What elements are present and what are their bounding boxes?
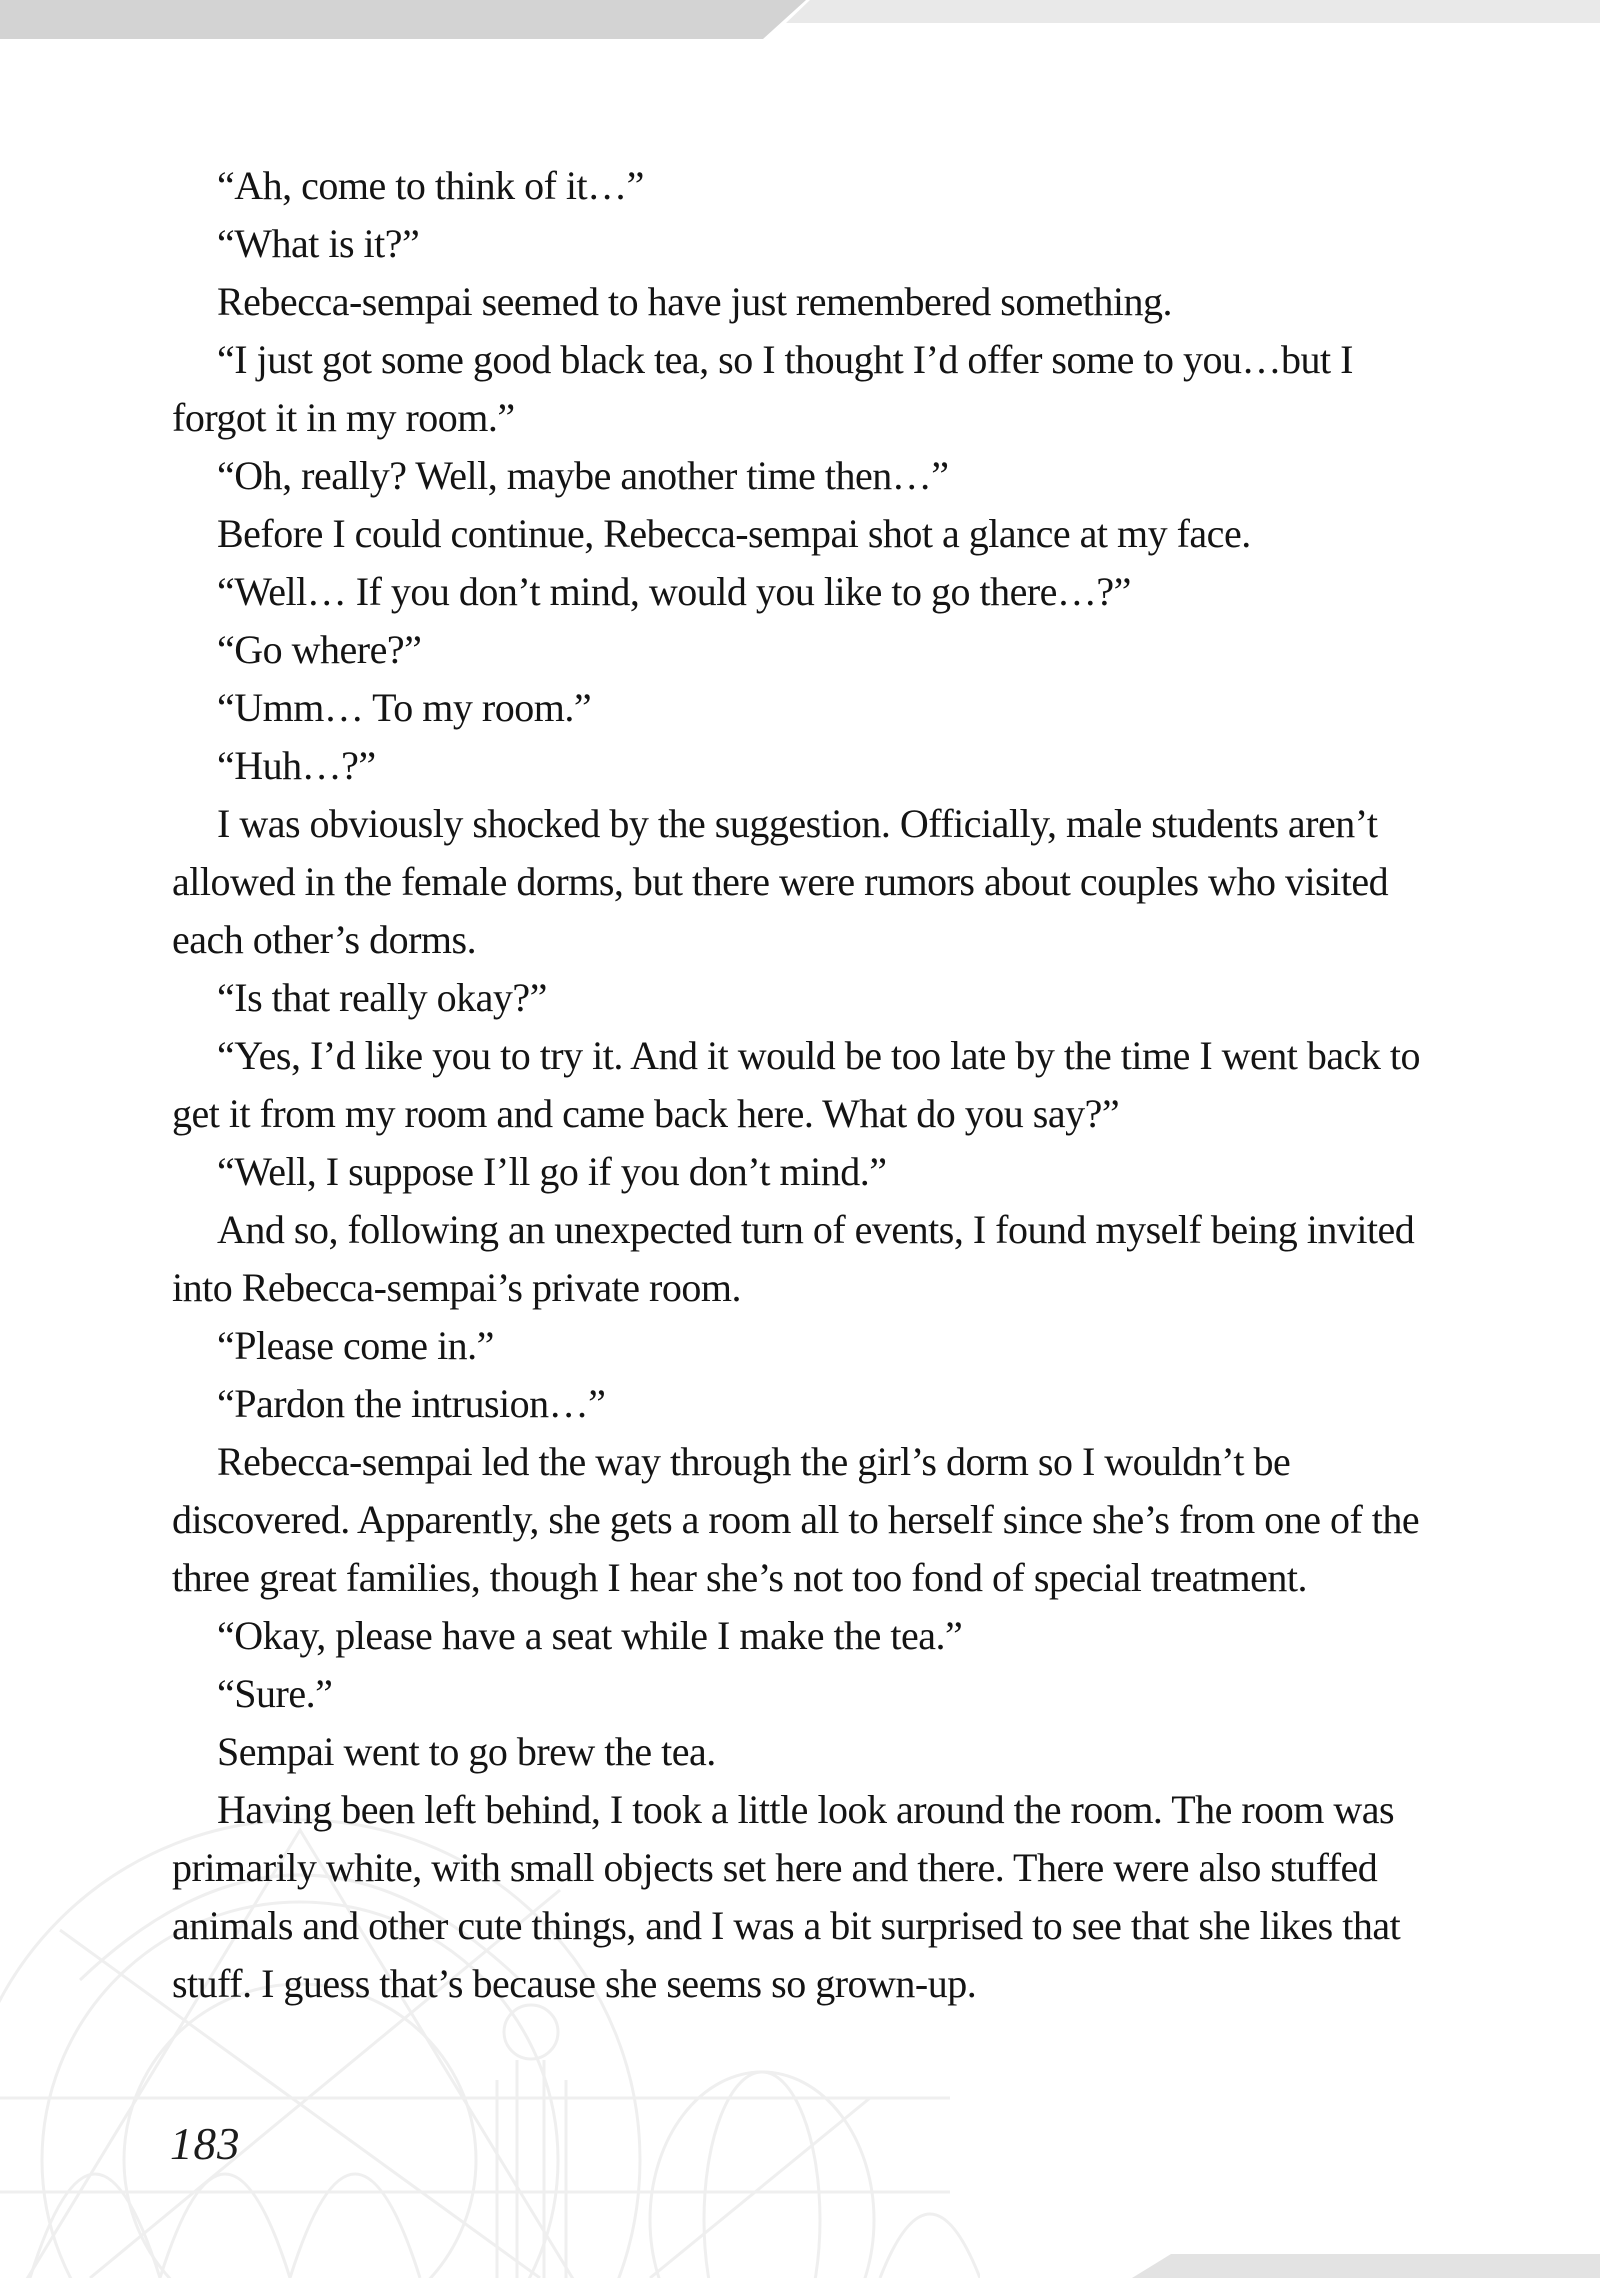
- paragraph: Before I could continue, Rebecca-sempai shot a glance at my face.: [217, 511, 1251, 556]
- top-left-gray-band: [0, 0, 806, 39]
- top-right-gray-band: [786, 0, 1600, 23]
- paragraph: “Go where?”: [217, 627, 422, 672]
- page-number: 183: [170, 2119, 241, 2169]
- body-text: [172, 157, 1440, 2013]
- paragraph: “Well, I suppose I’ll go if you don’t mind.”: [217, 1149, 887, 1194]
- paragraph: “Oh, really? Well, maybe another time then…”: [217, 453, 949, 498]
- paragraph: Rebecca-sempai led the way through the girl’s dorm so I wouldn’t be discovered. Apparently, she gets a room all to herself since she’s from one of the three great families, though I hear she’s not too fond of special treatment.: [172, 1439, 1420, 1600]
- paragraph: I was obviously shocked by the suggestion. Officially, male students aren’t allowed in the female dorms, but there were rumors about couples who visited each other’s dorms.: [172, 801, 1389, 962]
- paragraph: “Well… If you don’t mind, would you like to go there…?”: [217, 569, 1131, 614]
- paragraph: “Okay, please have a seat while I make the tea.”: [217, 1613, 963, 1658]
- paragraph: “Pardon the intrusion…”: [217, 1381, 606, 1426]
- paragraph: “I just got some good black tea, so I thought I’d offer some to you…but I forgot it in my room.”: [172, 337, 1353, 440]
- paragraph: “What is it?”: [217, 221, 420, 266]
- paragraph: “Umm… To my room.”: [217, 685, 592, 730]
- paragraph: “Sure.”: [217, 1671, 333, 1716]
- paragraph: “Yes, I’d like you to try it. And it would be too late by the time I went back to get it from my room and came back here. What do you say?”: [172, 1033, 1421, 1136]
- paragraph: “Huh…?”: [217, 743, 376, 788]
- paragraph: Having been left behind, I took a little look around the room. The room was primarily white, with small objects set here and there. There were also stuffed animals and other cute things, and I was a bit surprised to see that she likes that stuff. I guess that’s because she seems so grown-up.: [172, 1787, 1401, 2006]
- bottom-right-gray-band: [1132, 2254, 1600, 2278]
- paragraph: “Please come in.”: [217, 1323, 494, 1368]
- paragraph: “Ah, come to think of it…”: [217, 163, 644, 208]
- paragraph: Sempai went to go brew the tea.: [217, 1729, 716, 1774]
- paragraph: “Is that really okay?”: [217, 975, 547, 1020]
- paragraph: And so, following an unexpected turn of events, I found myself being invited into Rebecca-sempai’s private room.: [172, 1207, 1415, 1310]
- paragraph: Rebecca-sempai seemed to have just remembered something.: [217, 279, 1172, 324]
